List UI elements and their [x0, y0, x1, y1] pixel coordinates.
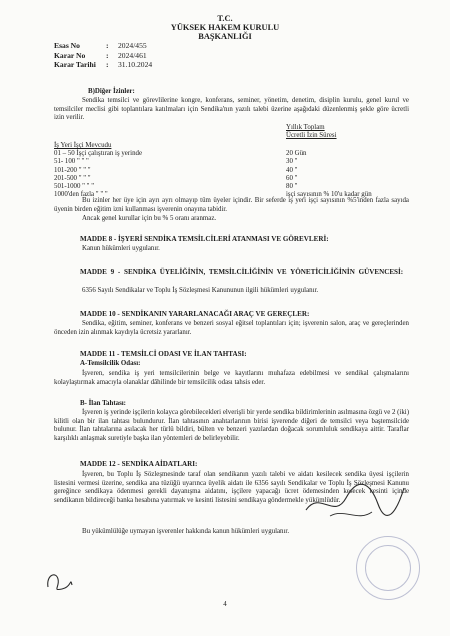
- karar-value: 2024/461: [118, 50, 147, 60]
- madde12-title: MADDE 12 - SENDİKA AİDATLARI:: [80, 460, 198, 468]
- table-cell-right: 60 ": [286, 174, 298, 182]
- esas-row: [54, 41, 152, 51]
- tarih-label: Karar Tarihi: [54, 60, 96, 70]
- table-right-header-line1: Yıllık Toplam: [286, 124, 325, 131]
- esas-label: Esas No: [54, 41, 80, 50]
- table-row: [54, 175, 372, 183]
- table-row: [54, 167, 372, 175]
- esas-sep: :: [106, 41, 109, 50]
- table-right-header: [286, 124, 406, 140]
- header-institution: YÜKSEK HAKEM KURULU: [170, 23, 280, 32]
- permit-table: [54, 142, 372, 199]
- header-tc: T.C.: [217, 14, 233, 23]
- madde10-title: MADDE 10 - SENDİKANIN YARARLANACAĞI ARAÇ VE GEREÇLER:: [80, 310, 310, 318]
- madde9-title: MADDE 9 - SENDİKA ÜYELİĞİNİN, TEMSİLCİLİĞİNİN VE YÖNETİCİLİĞİNİN GÜVENCESİ:: [80, 268, 404, 276]
- madde12-text1: İşveren, bu Toplu İş Sözleşmesinde taraf olan sendikanın yazılı talebi ve aidatı kesilecek sendika üyesi işçilerin listesini vermesi üzerine, sendika ana tüzüğü uyarınca üyelik aidatı ile 6356 sayılı Sendikalar ve Toplu İş Sözleşmesi Kanunu gereğince sendikaya ödenmesi gerekli dayanışma aidatını, işçilere yapacağı ücret ödemesinden kesecek kesinti içinde sendikanın bildireceği banka hesabına yatırmak ve kesinti listesini sendikaya göndermekle yükümlüdür.: [54, 471, 409, 504]
- madde11-title: MADDE 11 - TEMSİLCİ ODASI VE İLAN TAHTASI:: [80, 350, 247, 358]
- madde8-text: Kanun hükümleri uygulanır.: [82, 245, 160, 252]
- madde10-text: Sendika, eğitim, seminer, konferans ve benzeri sosyal eğitsel toplantıları için; işverenin salon, araç ve gereçlerinden önceden izin alınmak kaydıyla ücretsiz yararlanır.: [54, 320, 409, 336]
- madde9-text: 6356 Sayılı Sendikalar ve Toplu İş Sözleşmesi Kanununun ilgili hükümleri uygulanır.: [82, 287, 319, 294]
- esas-value: 2024/455: [118, 41, 147, 50]
- table-left-header: İş Yeri İşçi Mevcudu: [54, 142, 112, 149]
- karar-row: [54, 51, 152, 61]
- table-row: [54, 150, 372, 158]
- section-b-title: B)Diğer İzinler:: [88, 88, 135, 95]
- official-stamp: [356, 536, 420, 600]
- madde11-sub-a: A-Temsilcilik Odası:: [80, 360, 141, 367]
- madde11-sub-b: B- İlan Tahtası:: [80, 400, 126, 407]
- table-cell-right: 80 ": [286, 183, 298, 191]
- table-cell-right: 30 ": [286, 158, 298, 166]
- table-cell-left: 501-1000 " " ": [54, 183, 95, 191]
- karar-label: Karar No: [54, 50, 86, 60]
- table-cell-left: 201-500 " " ": [54, 174, 91, 182]
- signature-left: [40, 565, 80, 597]
- table-cell-right: işçi sayısının % 10'u kadar gün: [286, 191, 372, 199]
- table-cell-right: 40 ": [286, 166, 298, 174]
- signature-right: [300, 470, 410, 532]
- madde12-text2: Bu yükümlülüğe uymayan işverenler hakkında kanun hükümleri uygulanır.: [82, 528, 290, 535]
- table-cell-left: 101-200 " " ": [54, 166, 91, 174]
- madde8-title: MADDE 8 - İŞYERİ SENDİKA TEMSİLCİLERİ ATANMASI VE GÖREVLERİ:: [80, 235, 329, 243]
- section-b-para2: Bu izinler her üye için ayrı ayrı olmayıp tüm üyeler içindir. Bir seferde iş yeri işçi sayısının %5'inden fazla sayıda üyenin birden eğitim izni kullanması işverenin onayına tabidir.: [54, 197, 409, 213]
- karar-sep: :: [106, 50, 109, 60]
- tarih-row: [54, 60, 152, 70]
- table-row: [54, 183, 372, 191]
- madde11-text-b: İşveren iş yerinde işçilerin kolayca görebilecekleri elverişli bir yerde sendika bildirimlerinin asılmasına özgü ve 2 (iki) kilitli olan bir ilan tahtası bulundurur. İlan tahtasının anahtarlarının birisi işverende diğeri de temsilci veya baştemsilcide bulunur. İlan tahtalarına asılacak her türlü bildiri, bülten ve benzeri yazılardan doğacak sorumluluk sendikaya aittir. Taraflar karşılıklı anlaşmak suretiyle başka ilan yöntemleri de belirleyebilir.: [54, 409, 410, 442]
- table-cell-left: 1000'den fazla " " ": [54, 191, 108, 199]
- section-b-para3: Ancak genel kurullar için bu % 5 oranı aranmaz.: [82, 215, 217, 222]
- table-row: [54, 158, 372, 166]
- madde11-text-a: İşveren, sendika iş yeri temsilcilerinin belge ve kayıtlarını muhafaza edebilmesi ve sendikal çalışmalarını kolaylaştırmak amacıyla olanaklar dâhilinde bir temsilcilik odası tahsis eder.: [54, 370, 409, 386]
- table-cell-right: 20 Gün: [286, 150, 307, 158]
- official-stamp-inner-ring: [365, 545, 411, 591]
- table-cell-left: 01 – 50 İşçi çalıştıran iş yerinde: [54, 150, 143, 158]
- section-b-para1: Sendika temsilci ve görevlilerine kongre, konferans, seminer, yönetim, denetim, disiplin kurulu, genel kurul ve temsilciler meclisi gibi toplantılara katılmaları için Sendika'nın yazılı talebi üzerine aşağıdaki düzenlenmiş şekle göre ücretli izin verilir.: [54, 97, 409, 122]
- table-header-row: [54, 142, 372, 150]
- tarih-sep: :: [106, 60, 109, 70]
- table-cell-left: 51- 100 " " ": [54, 158, 89, 166]
- tarih-value: 31.10.2024: [118, 60, 153, 70]
- page-number: 4: [223, 600, 227, 608]
- table-right-header-line2: Ücretli İzin Süresi: [286, 132, 337, 139]
- case-meta: [54, 41, 152, 70]
- header-department: BAŞKANLIĞI: [198, 32, 252, 41]
